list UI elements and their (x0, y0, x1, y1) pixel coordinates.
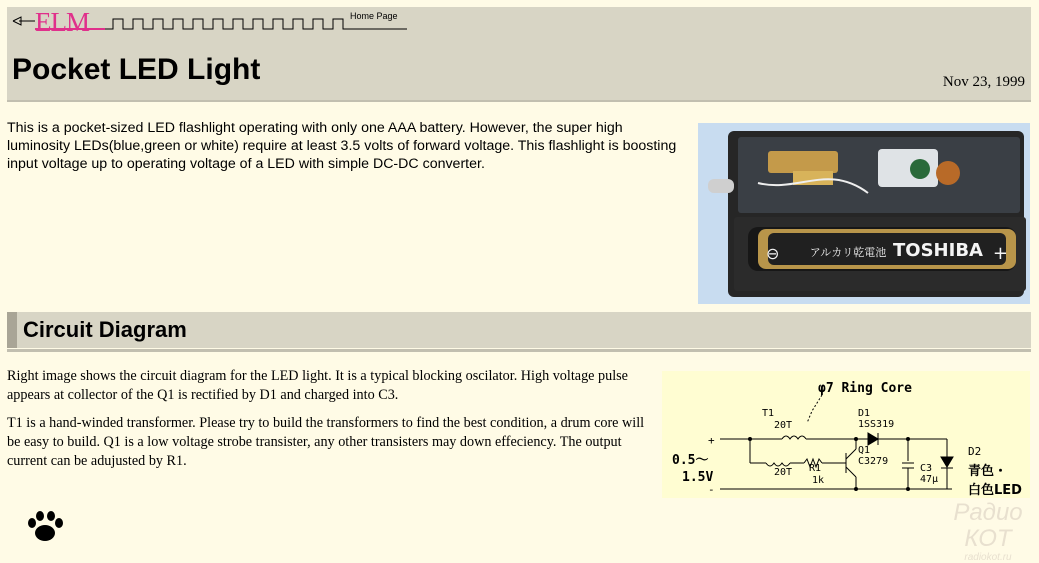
d1-label: D1 (858, 408, 871, 419)
flashlight-photo (698, 123, 1030, 304)
paw-icon[interactable] (25, 508, 65, 549)
q1-part: C3279 (858, 456, 889, 467)
publish-date: Nov 23, 1999 (942, 74, 1025, 90)
q1-label: Q1 (858, 445, 871, 456)
home-page-link[interactable]: Home Page (350, 11, 398, 21)
site-logo[interactable]: ELM (35, 7, 89, 37)
flashlight-illustration (698, 123, 1030, 304)
d1-part: 1SS319 (858, 419, 895, 430)
ring-core-label: φ7 Ring Core (818, 381, 912, 396)
r1-label: R1 (809, 463, 822, 474)
t1-label: T1 (762, 408, 775, 419)
c3-label: C3 (920, 463, 933, 474)
circuit-diagram (662, 371, 1030, 498)
d2-desc-line1: 青色・ (968, 464, 1008, 479)
d2-desc-line2: 白色LED (968, 483, 1022, 498)
section-header (7, 312, 1031, 348)
d2-label: D2 (968, 445, 982, 458)
page-title: Pocket LED Light (12, 53, 261, 86)
battery-brand-text: TOSHIBA (893, 240, 983, 261)
input-voltage-line2: 1.5V (682, 470, 714, 485)
c3-value: 47μ (920, 474, 939, 485)
input-voltage-line1: 0.5～ (672, 453, 709, 468)
battery-type-text: アルカリ乾電池 (809, 246, 887, 259)
plus-terminal: + (708, 434, 715, 447)
watermark-title: Радио КОТ (953, 499, 1023, 552)
battery-plus-symbol: + (992, 243, 1008, 264)
nav-waveform (7, 7, 427, 37)
section-title: Circuit Diagram (23, 317, 187, 342)
transformer-description-paragraph: T1 is a hand-winded transformer. Please try to build the transformers to find the best condition, a drum core will be easy to build. Q1 is a low voltage strobe transister, any other transisters may down effeciency. The output current can be adujusted by R1. (7, 415, 645, 469)
watermark-url: radiokot.ru (964, 552, 1012, 563)
page-header (7, 7, 1031, 102)
r1-value: 1k (812, 475, 825, 486)
site-watermark (942, 500, 1034, 563)
t1-bottom-winding: 20T (774, 467, 793, 478)
section-accent (7, 312, 17, 348)
circuit-description-paragraph: Right image shows the circuit diagram for the LED light. It is a typical blocking oscilator. High voltage pulse appears at collector of the Q1 is rectified by D1 and charged into C3. (7, 368, 628, 403)
paw-print-graphic (25, 508, 65, 544)
minus-terminal: - (708, 483, 715, 496)
section-divider (7, 349, 1031, 352)
t1-top-winding: 20T (774, 420, 793, 431)
battery-minus-symbol: ⊖ (766, 244, 780, 263)
circuit-schematic (662, 371, 1030, 498)
intro-paragraph: This is a pocket-sized LED flashlight operating with only one AAA battery. However, the super high luminosity LEDs(blue,green or white) require at least 3.5 volts of forward voltage. This flashlight is boosting input voltage up to operating voltage of a LED with simple DC-DC converter. (7, 120, 677, 172)
